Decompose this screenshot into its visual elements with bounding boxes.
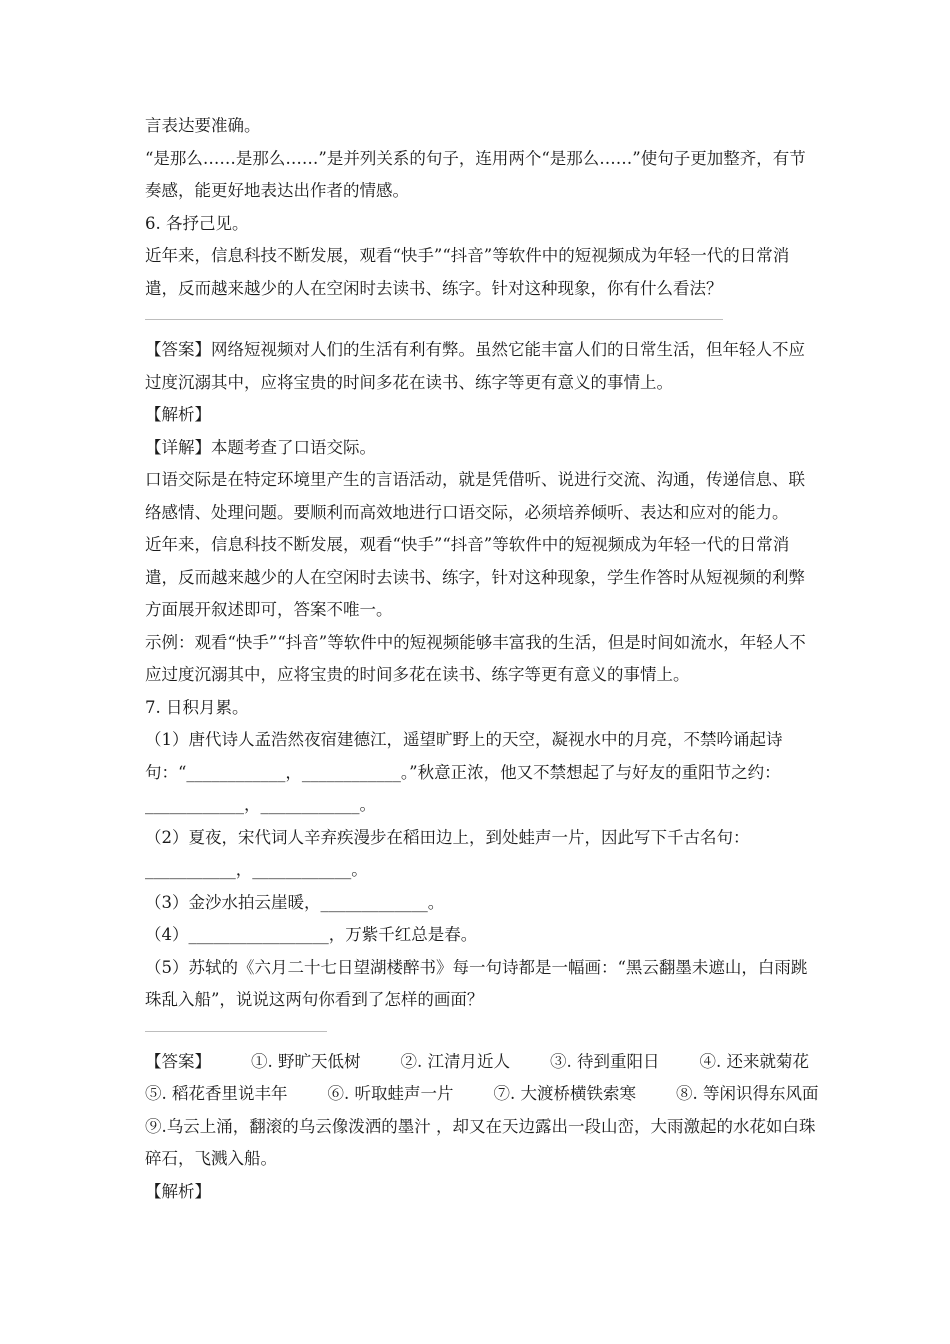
paragraph-parallel-explanation: “是那么……是那么……”是并列关系的句子，连用两个“是那么……”使句子更加整齐，有节奏感，能更好地表达出作者的情感。 [145,148,806,200]
answer-item: ⑦. 大渡桥横铁索寒 [493,1084,636,1103]
question-6-example: 示例：观看“快手”“抖音”等软件中的短视频能够丰富我的生活，但是时间如流水，年轻人不应过度沉溺其中，应将宝贵的时间多花在读书、练字等更有意义的事情上。 [145,632,806,684]
question-6-prompt: 近年来，信息科技不断发展，观看“快手”“抖音”等软件中的短视频成为年轻一代的日常消遣，反而越来越少的人在空闲时去读书、练字。针对这种现象，你有什么看法？ [145,246,790,298]
question-7-part-3: （3）金沙水拍云崖暖，_____________。 [145,892,445,912]
question-6-detail: 【详解】本题考查了口语交际。 [145,437,376,457]
question-7-part-2: （2）夏夜，宋代词人辛弃疾漫步在稻田边上，到处蛙声一片，因此写下千古名句：___________，____________。 [145,827,750,879]
question-7-heading: 7. 日积月累。 [145,697,249,717]
answer-item: ④. 还来就菊花 [699,1051,809,1071]
answer-item: ⑥. 听取蛙声一片 [327,1084,454,1103]
question-6-heading: 6. 各抒己见。 [145,213,249,233]
question-7-analysis-label: 【解析】 [145,1181,211,1201]
answer-item: ⑧. 等闲识得东风面 [676,1084,819,1103]
document-body [145,110,820,1208]
answer-item: ③. 待到重阳日 [550,1051,660,1071]
question-6-detail-paragraph-1: 口语交际是在特定环境里产生的言语活动，就是凭借听、说进行交流、沟通，传递信息、联络感情、处理问题。要顺利而高效地进行口语交际，必须培养倾听、表达和应对的能力。 [145,470,805,522]
paragraph-continued: 言表达要准确。 [145,116,261,135]
answer-item: ②. 江清月近人 [400,1051,510,1071]
question-6-analysis-label: 【解析】 [145,405,211,424]
question-7-part-5: （5）苏轼的《六月二十七日望湖楼醉书》每一句诗都是一幅画：“黑云翻墨未遮山，白雨跳珠乱入船”，说说这两句你看到了怎样的画面？ [145,957,808,1009]
question-6-detail-paragraph-2: 近年来，信息科技不断发展，观看“快手”“抖音”等软件中的短视频成为年轻一代的日常消遣，反而越来越少的人在空闲时去读书、练字，针对这种现象，学生作答时从短视频的利弊方面展开叙述即可，答案不唯一。 [145,535,805,619]
answer-label: 【答案】 [145,1051,211,1071]
question-6-answer: 【答案】网络短视频对人们的生活有利有弊。虽然它能丰富人们的日常生活，但年轻人不应过度沉溺其中，应将宝贵的时间多花在读书、练字等更有意义的事情上。 [145,340,805,392]
answer-item: ①. 野旷天低树 [251,1051,361,1071]
question-7-answer [145,1046,820,1111]
question-7-part-1: （1）唐代诗人孟浩然夜宿建德江，遥望旷野上的天空，凝视水中的月亮，不禁吟诵起诗句：“____________，____________。”秋意正浓，他又不禁想起了与好友的重阳节之约：____________，____________。 [145,730,783,814]
answer-line-q7 [145,1031,327,1032]
question-7-part-4: （4）_________________，万紫千红总是春。 [145,925,478,944]
answer-item-9: ⑨.乌云上涌，翻滚的乌云像泼洒的墨汁 ，却又在天边露出一段山峦，大雨激起的水花如白珠碎石，飞溅入船。 [145,1116,816,1168]
answer-item: ⑤. 稻花香里说丰年 [145,1084,288,1103]
answer-line-q6 [145,319,723,320]
